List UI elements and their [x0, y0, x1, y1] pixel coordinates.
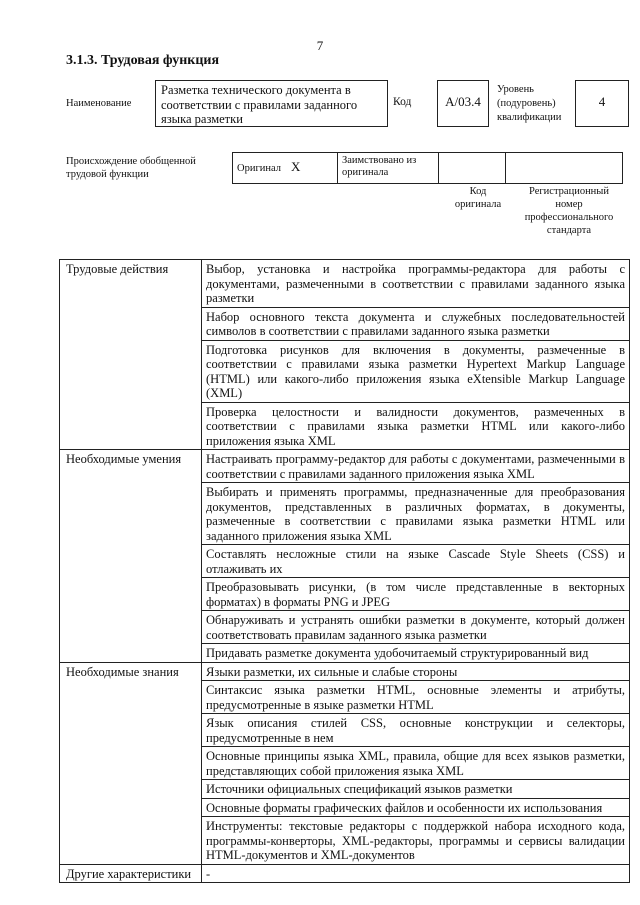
table-row [60, 260, 630, 308]
original-label: Оригинал [237, 163, 281, 174]
caption-line: стандарта [546, 225, 592, 236]
item-cell: Составлять несложные стили на языке Cascade Style Sheets (CSS) и отлаживать их [202, 545, 630, 578]
code-original-caption [448, 185, 508, 211]
caption-line: номер [555, 199, 583, 210]
caption-line: Регистрационный [529, 186, 609, 197]
name-label: Наименование [66, 98, 132, 109]
origin-label-line: трудовой функции [66, 169, 149, 180]
item-cell: Синтаксис языка разметки HTML, основные элементы и атрибуты, предусмотренные в языке разметки HTML [202, 681, 630, 714]
item-cell: Основные форматы графических файлов и особенности их использования [202, 798, 630, 817]
caption-line: Код [469, 186, 487, 197]
item-cell: Проверка целостности и валидности документов, размеченных в соответствии с правилами языка разметки HTML или какого-либо приложения языка XML [202, 402, 630, 450]
caption-line: профессионального [524, 212, 614, 223]
item-cell: Выбирать и применять программы, предназначенные для преобразования документов, представленных в различных форматах, в документы, размеченные в соответствии с правилами языка разметки HTML или заданного приложения языка XML [202, 483, 630, 545]
item-cell: Инструменты: текстовые редакторы с поддержкой набора исходного кода, программы-конверторы, XML-редакторы, программы и сервисы валидации HTML-документов и XML-документов [202, 817, 630, 865]
table-row [60, 864, 630, 883]
item-cell: Обнаруживать и устранять ошибки разметки в документе, который должен соответствовать правилам заданного языка разметки [202, 611, 630, 644]
item-cell: Основные принципы языка XML, правила, общие для всех языков разметки, представляющих собой приложения языка XML [202, 747, 630, 780]
level-label-line: (подуровень) [497, 98, 556, 109]
page-number: 7 [316, 38, 324, 53]
code-label: Код [393, 96, 412, 108]
original-mark: X [291, 159, 301, 174]
item-cell: Придавать разметке документа удобочитаемый структурированный вид [202, 644, 630, 663]
origin-label-line: Происхождение обобщенной [66, 156, 196, 167]
item-cell: Настраивать программу-редактор для работы с документами, размеченными в соответствии с правилами заданного приложения языка XML [202, 450, 630, 483]
origin-original-cell [233, 153, 338, 184]
category-cell: Необходимые знания [60, 662, 202, 864]
origin-borrowed-cell [338, 153, 439, 184]
item-cell: Подготовка рисунков для включения в документы, размеченные в соответствии с правилами языка разметки Hypertext Markup Language (HTML) или какого-либо приложения языка eXtensible Markup Language (XML) [202, 340, 630, 402]
item-cell: Язык описания стилей CSS, основные конструкции и селекторы, предусмотренные в нем [202, 714, 630, 747]
borrowed-label-line: оригинала [342, 167, 389, 178]
category-cell: Трудовые действия [60, 260, 202, 450]
category-cell: Необходимые умения [60, 450, 202, 663]
item-cell: - [202, 864, 630, 883]
code-value: A/03.4 [437, 80, 489, 127]
section-title: 3.1.3. Трудовая функция [66, 53, 220, 68]
item-cell: Набор основного текста документа и служебных последовательностей символов в соответствии с правилами заданного языка разметки [202, 307, 630, 340]
level-label-line: Уровень [497, 84, 534, 95]
table-row [60, 450, 630, 483]
name-value: Разметка технического документа в соответствии с правилами заданного языка разметки [155, 80, 388, 127]
origin-label [66, 155, 196, 181]
functions-table [59, 259, 630, 883]
caption-line: оригинала [454, 199, 502, 210]
borrowed-label-line: Заимствовано из [342, 155, 417, 166]
table-row [60, 662, 630, 681]
level-label [497, 83, 561, 125]
level-label-line: квалификации [497, 112, 562, 123]
item-cell: Языки разметки, их сильные и слабые стороны [202, 662, 630, 681]
reg-number-caption [510, 185, 628, 237]
item-cell: Преобразовывать рисунки, (в том числе представленные в векторных форматах) в форматы PNG и JPEG [202, 578, 630, 611]
category-cell: Другие характеристики [60, 864, 202, 883]
origin-table [232, 152, 623, 184]
origin-code-cell [439, 153, 506, 184]
item-cell: Источники официальных спецификаций языков разметки [202, 780, 630, 799]
item-cell: Выбор, установка и настройка программы-редактора для работы с документами, размеченными в соответствии с правилами заданного языка разметки [202, 260, 630, 308]
level-value: 4 [575, 80, 629, 127]
origin-reg-cell [506, 153, 623, 184]
